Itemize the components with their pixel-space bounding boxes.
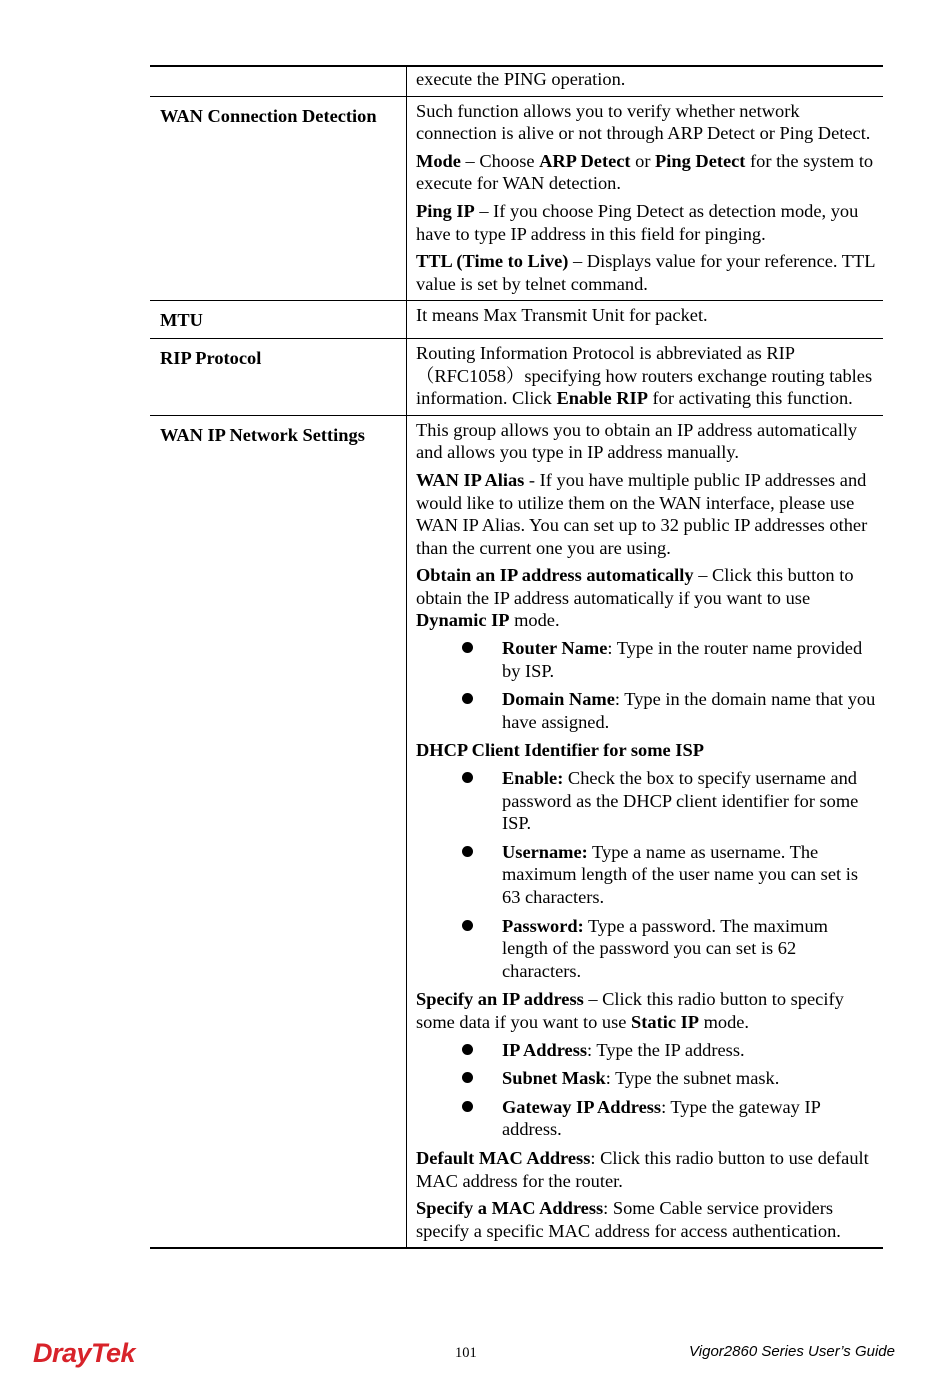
description-paragraph: execute the PING operation. xyxy=(416,69,626,89)
row-description xyxy=(407,96,884,301)
bold-term: IP Address xyxy=(502,1039,588,1060)
row-description xyxy=(407,301,884,339)
text-run: : Type the subnet mask. xyxy=(605,1068,780,1089)
description-paragraph xyxy=(416,342,877,410)
text-run: : Type the IP address. xyxy=(587,1039,745,1060)
description-paragraph: It means Max Transmit Unit for packet. xyxy=(416,305,708,326)
text-run: : Some Cable service providers specify a specific MAC address for access authentication. xyxy=(416,1198,841,1241)
bold-term: Domain Name xyxy=(502,689,615,710)
row-term xyxy=(150,66,407,96)
list-item xyxy=(416,637,877,682)
bold-term: Router Name xyxy=(502,638,608,659)
text-run: mode. xyxy=(698,1011,750,1032)
bullet-list xyxy=(416,767,877,982)
bold-term: TTL (Time to Live) xyxy=(416,251,569,272)
bullet-icon xyxy=(462,846,473,857)
text-run: : Click this radio button to use default MAC address for the router. xyxy=(416,1147,869,1191)
description-paragraph xyxy=(416,200,877,245)
row-description xyxy=(407,338,884,415)
text-run: Type a password. The maximum length of the password you can set is 62 characters. xyxy=(502,915,828,981)
table-row xyxy=(150,96,883,301)
text-run: Type a name as username. The maximum length of the user name you can set is 63 characters. xyxy=(502,841,858,907)
description-paragraph xyxy=(416,988,877,1033)
bold-term: Subnet Mask xyxy=(502,1068,606,1089)
table-row xyxy=(150,66,883,96)
text-run: : Type in the domain name that you have assigned. xyxy=(502,689,876,732)
bullet-icon xyxy=(462,1044,473,1055)
text-run: mode. xyxy=(509,610,560,631)
list-item xyxy=(416,688,877,733)
bold-term: WAN IP Alias xyxy=(416,469,525,490)
bullet-list xyxy=(416,637,877,733)
row-description xyxy=(407,66,884,96)
bold-term: Username: xyxy=(502,841,588,862)
bold-term: Ping Detect xyxy=(655,150,746,171)
description-paragraph xyxy=(416,1197,877,1242)
text-run: Check the box to specify username and password as the DHCP client identifier for some ISP. xyxy=(502,768,859,834)
bullet-icon xyxy=(462,693,473,704)
description-paragraph xyxy=(416,250,877,295)
bold-term: Password: xyxy=(502,915,584,936)
row-term: WAN IP Network Settings xyxy=(160,424,365,445)
row-term: WAN Connection Detection xyxy=(160,105,377,126)
list-item xyxy=(416,915,877,983)
list-item xyxy=(416,1067,877,1090)
bold-term: Static IP xyxy=(631,1011,699,1032)
description-paragraph: This group allows you to obtain an IP address automatically and allows you type in IP address manually. xyxy=(416,419,858,463)
text-run: for the system to execute for WAN detection. xyxy=(416,150,874,194)
draytek-logo: DrayTek xyxy=(33,1338,136,1368)
bullet-list xyxy=(416,1039,877,1141)
bold-term: Mode xyxy=(416,150,461,171)
bullet-icon xyxy=(462,1101,473,1112)
text-run: – If you choose Ping Detect as detection mode, you have to type IP address in this field for pinging. xyxy=(416,200,859,244)
table-row xyxy=(150,415,883,1248)
bold-term: ARP Detect xyxy=(539,150,631,171)
text-run: – Choose xyxy=(460,150,540,171)
bullet-icon xyxy=(462,1072,473,1083)
page-number: 101 xyxy=(455,1345,477,1361)
row-description xyxy=(407,415,884,1248)
text-run: – Displays value for your reference. TTL value is set by telnet command. xyxy=(416,251,875,294)
table-row xyxy=(150,301,883,339)
bullet-icon xyxy=(462,642,473,653)
table-row xyxy=(150,338,883,415)
bold-term: Specify a MAC Address xyxy=(416,1198,604,1219)
list-item xyxy=(416,1096,877,1141)
list-item xyxy=(416,1039,877,1062)
text-run: : Type in the router name provided by ISP. xyxy=(502,638,863,681)
description-paragraph xyxy=(416,1147,877,1192)
text-run: - If you have multiple public IP addresses and would like to utilize them on the WAN interface, please use WAN IP Alias. You can set up to 32 public IP addresses other than the current one you are using. xyxy=(416,469,868,558)
bold-term: Enable: xyxy=(502,768,564,789)
bold-term: DHCP Client Identifier for some ISP xyxy=(416,740,704,761)
description-paragraph xyxy=(416,150,877,195)
text-run: Routing Information Protocol is abbreviated as RIP （RFC1058）specifying how routers exchange routing tables information. Click xyxy=(416,342,873,409)
bold-term: Ping IP xyxy=(416,200,475,221)
bold-term: Specify an IP address xyxy=(416,989,584,1010)
description-paragraph: Such function allows you to verify whether network connection is alive or not through ARP Detect or Ping Detect. xyxy=(416,100,871,144)
bold-term: Dynamic IP xyxy=(416,610,510,631)
list-item xyxy=(416,767,877,835)
guide-title: Vigor2860 Series User’s Guide xyxy=(689,1343,895,1360)
bold-term: Enable RIP xyxy=(556,388,648,409)
text-run: for activating this function. xyxy=(647,388,853,409)
bullet-icon xyxy=(462,920,473,931)
description-paragraph xyxy=(416,469,877,559)
bullet-icon xyxy=(462,772,473,783)
row-term: RIP Protocol xyxy=(160,347,262,368)
description-heading xyxy=(416,739,877,762)
list-item xyxy=(416,841,877,909)
description-paragraph xyxy=(416,564,877,632)
text-run: : Type the gateway IP address. xyxy=(502,1096,821,1140)
text-run: – Click this radio button to specify some data if you want to use xyxy=(416,989,844,1032)
bold-term: Obtain an IP address automatically xyxy=(416,565,694,586)
text-run: – Click this button to obtain the IP address automatically if you want to use xyxy=(416,565,854,608)
parameter-table xyxy=(150,65,883,1249)
bold-term: Default MAC Address xyxy=(416,1147,591,1168)
text-run: or xyxy=(630,150,656,171)
row-term: MTU xyxy=(160,310,203,331)
bold-term: Gateway IP Address xyxy=(502,1096,662,1117)
